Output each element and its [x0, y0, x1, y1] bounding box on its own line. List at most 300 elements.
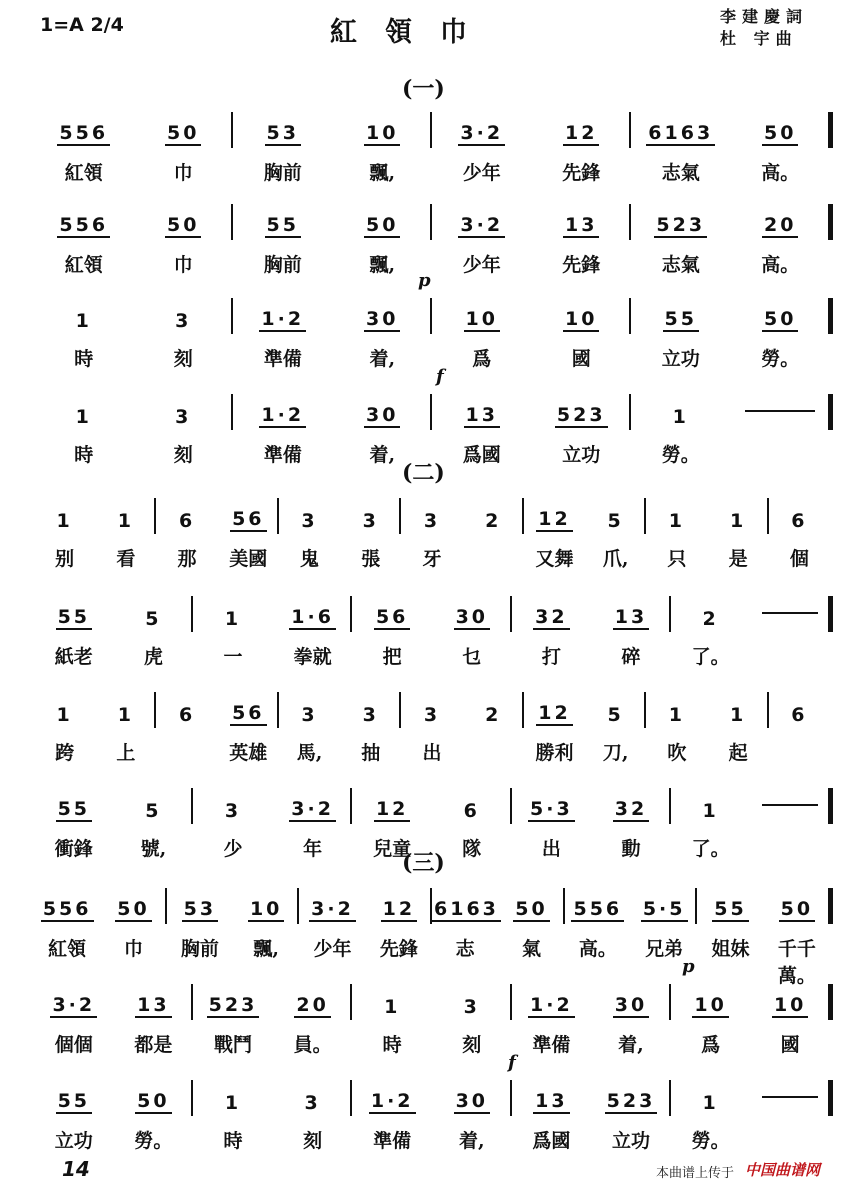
note-group: 5: [145, 608, 162, 630]
note-group: 50: [137, 1090, 170, 1112]
notation-row: [34, 594, 830, 630]
music-line: [34, 270, 830, 382]
dynamic-marking: p: [682, 956, 695, 977]
end-barline: [828, 984, 833, 1020]
note-group: 50: [764, 308, 797, 330]
music-line: [34, 786, 830, 872]
note-group: 30: [366, 404, 399, 426]
note-group: 50: [366, 214, 399, 236]
note-group: 50: [764, 122, 797, 144]
note-group: 556: [59, 214, 109, 236]
note-group: 523: [208, 994, 258, 1016]
lyric-syllable: 美國: [229, 548, 268, 570]
lyric-syllable: 準備: [532, 1034, 571, 1056]
dynamic-marking: p: [418, 270, 431, 291]
lyric-syllable: 志氣: [661, 254, 700, 276]
lyrics-row: [34, 834, 830, 862]
section-label-2: (二): [402, 460, 445, 486]
lyric-syllable: 準備: [263, 444, 302, 466]
barline: [629, 204, 631, 240]
lyric-syllable: 抽: [361, 742, 381, 764]
note-group: 1: [702, 800, 719, 822]
barline: [350, 788, 352, 824]
note-group: 55: [714, 898, 747, 920]
lyric-syllable: 少年: [313, 938, 352, 960]
barline: [669, 596, 671, 632]
sustain-dash: [745, 410, 815, 412]
note-group: 3: [224, 800, 242, 822]
barline: [430, 298, 432, 334]
notation-row: [34, 296, 830, 332]
notation-row: [34, 110, 830, 146]
note-group: 5: [607, 510, 624, 532]
barline: [644, 692, 646, 728]
notation-row: [34, 690, 830, 726]
lyric-syllable: 着,: [618, 1034, 644, 1056]
lyric-syllable: 乜: [462, 646, 482, 668]
note-group: 3·2: [460, 122, 504, 144]
lyric-syllable: 時: [223, 1130, 243, 1152]
dynamic-marking: f: [436, 366, 444, 387]
note-group: 10: [694, 994, 727, 1016]
note-group: 1: [56, 704, 73, 726]
lyric-syllable: 張: [361, 548, 381, 570]
barline: [430, 394, 432, 430]
lyric-syllable: 準備: [373, 1130, 412, 1152]
lyric-syllable: 時: [382, 1034, 402, 1056]
lyric-syllable: 又舞: [535, 548, 574, 570]
lyric-syllable: 個: [789, 548, 809, 570]
lyric-syllable: 上: [116, 742, 136, 764]
lyric-syllable: 巾: [123, 938, 143, 960]
lyric-syllable: 了。: [691, 838, 730, 860]
lyrics-row: [34, 934, 830, 987]
note-group: 10: [465, 308, 498, 330]
note-group: 3·2: [311, 898, 354, 920]
barline: [430, 888, 432, 924]
note-group: 1·2: [370, 1090, 414, 1112]
upload-note: 本曲谱上传于: [656, 1166, 735, 1181]
lyric-syllable: 胸前: [180, 938, 219, 960]
note-group: 10: [565, 308, 598, 330]
note-group: 1: [224, 608, 242, 630]
barline: [522, 498, 524, 534]
music-line: [34, 110, 830, 196]
lyric-syllable: 虎: [143, 646, 163, 668]
lyric-syllable: 了。: [691, 646, 730, 668]
note-group: 1·2: [261, 308, 305, 330]
lyric-syllable: 勞。: [661, 444, 700, 466]
note-group: 55: [664, 308, 697, 330]
lyric-syllable: 志: [455, 938, 475, 960]
note-group: 3·2: [52, 994, 96, 1016]
credits: [720, 6, 808, 50]
barline: [629, 394, 631, 430]
lyric-syllable: 爪,: [602, 548, 629, 570]
barline: [191, 788, 193, 824]
lyric-syllable: 少年: [462, 254, 501, 276]
end-barline: [828, 394, 833, 430]
barline: [350, 984, 352, 1020]
lyric-syllable: 馬,: [296, 742, 323, 764]
note-group: 13: [614, 606, 648, 628]
lyric-syllable: 高。: [578, 938, 617, 960]
lyric-syllable: 吹: [667, 742, 687, 764]
composer-credit: 杜 宇曲: [720, 29, 798, 48]
note-group: 32: [535, 606, 568, 628]
note-group: 20: [764, 214, 797, 236]
note-group: 1: [730, 510, 747, 532]
barline: [510, 1080, 512, 1116]
note-group: 5: [607, 704, 624, 726]
lyric-syllable: 立功: [54, 1130, 93, 1152]
barline: [510, 788, 512, 824]
barline: [399, 498, 401, 534]
barline: [154, 498, 156, 534]
lyric-syllable: 出: [422, 742, 442, 764]
lyric-syllable: 刻: [303, 1130, 323, 1152]
note-group: 30: [455, 606, 489, 628]
lyric-syllable: 刻: [173, 444, 193, 466]
lyric-syllable: 個個: [54, 1034, 93, 1056]
sustain-dash: [762, 804, 818, 806]
note-group: 55: [57, 1090, 91, 1112]
note-group: 1: [75, 406, 92, 428]
lyric-syllable: 勞。: [134, 1130, 173, 1152]
lyric-syllable: 那: [177, 548, 197, 570]
lyric-syllable: 牙: [422, 548, 442, 570]
note-group: 50: [167, 122, 200, 144]
music-line: [34, 202, 830, 288]
note-group: 3: [463, 996, 480, 1018]
note-group: 1: [224, 1092, 242, 1114]
lyricist-credit: 李建慶詞: [720, 7, 809, 26]
lyrics-row: [34, 158, 830, 186]
lyric-syllable: 勝利: [535, 742, 574, 764]
barline: [350, 596, 352, 632]
note-group: 523: [656, 214, 706, 236]
note-group: 2: [485, 704, 502, 726]
note-group: 3: [301, 510, 318, 532]
barline: [297, 888, 299, 924]
note-group: 50: [167, 214, 200, 236]
barline: [629, 298, 631, 334]
section-label-3: (三): [402, 850, 445, 876]
lyric-syllable: 紙老: [54, 646, 93, 668]
lyric-syllable: 國: [571, 348, 591, 370]
note-group: 556: [42, 898, 92, 920]
note-group: 1: [668, 510, 686, 532]
barline: [191, 984, 193, 1020]
note-group: 6: [463, 800, 480, 822]
lyric-syllable: 是: [728, 548, 748, 570]
barline: [430, 204, 432, 240]
music-line: [34, 1052, 830, 1164]
song-title: 紅領巾: [330, 17, 495, 48]
lyric-syllable: 英雄: [229, 742, 268, 764]
lyric-syllable: 爲國: [462, 444, 501, 466]
lyric-syllable: 戰鬥: [213, 1034, 252, 1056]
barline: [695, 888, 697, 924]
lyric-syllable: 先鋒: [379, 938, 418, 960]
barline: [399, 692, 401, 728]
lyric-syllable: 飄,: [369, 254, 396, 276]
lyrics-row: [34, 250, 830, 278]
sustain-dash: [762, 612, 818, 614]
note-group: 10: [249, 898, 283, 920]
lyric-syllable: 姐妹: [711, 938, 750, 960]
note-group: 13: [535, 1090, 568, 1112]
note-group: 30: [366, 308, 399, 330]
barline: [669, 984, 671, 1020]
note-group: 53: [266, 122, 299, 144]
lyric-syllable: 立功: [611, 1130, 650, 1152]
lyric-syllable: 時: [74, 444, 94, 466]
barline: [644, 498, 646, 534]
lyric-syllable: 一: [223, 646, 243, 668]
barline: [629, 112, 631, 148]
end-barline: [828, 298, 833, 334]
note-group: 523: [606, 1090, 656, 1112]
notation-row: [34, 202, 830, 238]
lyric-syllable: 少: [223, 838, 243, 860]
lyric-syllable: 兄弟: [645, 938, 684, 960]
music-line: [34, 886, 830, 987]
barline: [231, 112, 233, 148]
note-group: 1·2: [530, 994, 573, 1016]
barline: [231, 394, 233, 430]
barline: [165, 888, 167, 924]
lyric-syllable: 刀,: [602, 742, 629, 764]
barline: [510, 984, 512, 1020]
note-group: 6: [178, 704, 196, 726]
lyrics-row: [34, 738, 830, 766]
lyric-syllable: 紅領: [48, 938, 87, 960]
note-group: 1: [702, 1092, 719, 1114]
note-group: 56: [375, 606, 409, 628]
barline: [669, 1080, 671, 1116]
lyric-syllable: 着,: [369, 444, 396, 466]
note-group: 55: [266, 214, 299, 236]
notation-row: [34, 982, 830, 1018]
barline: [191, 596, 193, 632]
notation-row: [34, 1078, 830, 1114]
site-logo: 中国曲谱网: [745, 1161, 821, 1179]
end-barline: [828, 596, 833, 632]
lyric-syllable: 打: [541, 646, 561, 668]
lyric-syllable: 紅領: [64, 162, 103, 184]
note-group: 32: [614, 798, 648, 820]
note-group: 3: [362, 704, 379, 726]
barline: [522, 692, 524, 728]
lyric-syllable: 國: [780, 1034, 800, 1056]
note-group: 6163: [434, 898, 499, 920]
barline: [154, 692, 156, 728]
lyric-syllable: 胸前: [263, 254, 302, 276]
barline: [191, 1080, 193, 1116]
lyric-syllable: 立功: [562, 444, 601, 466]
note-group: 30: [614, 994, 648, 1016]
barline: [277, 498, 279, 534]
lyric-syllable: 刻: [462, 1034, 482, 1056]
page-number: 14: [62, 1157, 90, 1181]
note-group: 6163: [648, 122, 714, 144]
lyric-syllable: 着,: [458, 1130, 485, 1152]
section-label-1: (一): [402, 76, 445, 102]
lyric-syllable: 爲: [701, 1034, 721, 1056]
lyric-syllable: 紅領: [64, 254, 103, 276]
note-group: 556: [573, 898, 623, 920]
note-group: 5·3: [530, 798, 573, 820]
lyric-syllable: 胸前: [263, 162, 302, 184]
notation-row: [34, 392, 830, 428]
lyric-syllable: 出: [541, 838, 561, 860]
barline: [231, 298, 233, 334]
note-group: 3: [423, 510, 441, 532]
note-group: 55: [57, 798, 91, 820]
note-group: 53: [183, 898, 217, 920]
end-barline: [828, 112, 833, 148]
note-group: 5: [145, 800, 162, 822]
note-group: 5·5: [642, 898, 686, 920]
note-group: 55: [57, 606, 91, 628]
note-group: 523: [556, 404, 606, 426]
lyric-syllable: 勞。: [761, 348, 800, 370]
lyric-syllable: 高。: [761, 162, 800, 184]
lyric-syllable: 氣: [521, 938, 541, 960]
key-signature: 1=A 2/4: [40, 14, 124, 36]
note-group: 3: [362, 510, 379, 532]
lyric-syllable: 立功: [661, 348, 700, 370]
note-group: 6: [791, 704, 808, 726]
lyric-syllable: 跨: [55, 742, 75, 764]
lyric-syllable: 只: [667, 548, 687, 570]
end-barline: [828, 1080, 833, 1116]
lyric-syllable: 志氣: [661, 162, 700, 184]
music-line: [34, 496, 830, 582]
lyric-syllable: 少年: [462, 162, 501, 184]
note-group: 10: [773, 994, 807, 1016]
lyric-syllable: 時: [74, 348, 94, 370]
barline: [767, 692, 769, 728]
note-group: 1: [117, 510, 134, 532]
note-group: 3·2: [460, 214, 504, 236]
lyric-syllable: 爲: [472, 348, 492, 370]
note-group: 1·2: [261, 404, 305, 426]
lyrics-row: [34, 344, 830, 372]
dynamic-marking: f: [508, 1052, 516, 1073]
note-group: 556: [59, 122, 109, 144]
note-group: 3: [175, 406, 192, 428]
sustain-dash: [762, 1096, 818, 1098]
note-group: 3: [175, 310, 192, 332]
lyric-syllable: 先鋒: [562, 162, 601, 184]
lyric-syllable: 起: [728, 742, 748, 764]
lyric-syllable: 年: [303, 838, 323, 860]
lyric-syllable: 隊: [462, 838, 482, 860]
lyric-syllable: 巾: [173, 162, 193, 184]
lyric-syllable: 高。: [761, 254, 800, 276]
note-group: 1: [117, 704, 134, 726]
note-group: 1: [384, 996, 401, 1018]
note-group: 1: [668, 704, 686, 726]
note-group: 6: [178, 510, 196, 532]
lyrics-row: [34, 1126, 830, 1154]
lyric-syllable: 飄,: [253, 938, 279, 960]
lyric-syllable: 準備: [263, 348, 302, 370]
lyric-syllable: 千千萬。: [777, 938, 816, 987]
music-line: [34, 690, 830, 776]
note-group: 50: [515, 898, 548, 920]
lyrics-row: [34, 544, 830, 572]
lyric-syllable: 鬼: [300, 548, 320, 570]
lyrics-row: [34, 642, 830, 670]
note-group: 12: [375, 798, 409, 820]
end-barline: [828, 204, 833, 240]
barline: [277, 692, 279, 728]
note-group: 13: [465, 404, 498, 426]
note-group: 6: [791, 510, 808, 532]
notation-row: [34, 496, 830, 532]
note-group: 56: [232, 508, 265, 530]
note-group: 30: [455, 1090, 489, 1112]
barline: [669, 788, 671, 824]
lyric-syllable: 飄,: [369, 162, 396, 184]
note-group: 3: [304, 1092, 321, 1114]
note-group: 56: [232, 702, 265, 724]
lyric-syllable: 着,: [369, 348, 396, 370]
note-group: 20: [296, 994, 329, 1016]
lyric-syllable: 勞。: [691, 1130, 730, 1152]
note-group: 2: [702, 608, 719, 630]
music-line: [34, 594, 830, 680]
note-group: 10: [366, 122, 399, 144]
lyric-syllable: 巾: [173, 254, 193, 276]
note-group: 12: [538, 702, 571, 724]
end-barline: [828, 888, 833, 924]
note-group: 1: [730, 704, 747, 726]
note-group: 50: [780, 898, 814, 920]
lyric-syllable: 拳就: [293, 646, 332, 668]
notation-row: [34, 786, 830, 822]
lyric-syllable: 把: [382, 646, 402, 668]
note-group: 13: [137, 994, 170, 1016]
note-group: 1: [56, 510, 73, 532]
note-group: 3·2: [291, 798, 334, 820]
lyric-syllable: 别: [55, 548, 75, 570]
end-barline: [828, 788, 833, 824]
lyric-syllable: 先鋒: [562, 254, 601, 276]
lyrics-row: [34, 1030, 830, 1058]
note-group: 12: [538, 508, 571, 530]
lyric-syllable: 碎: [621, 646, 641, 668]
lyric-syllable: 衝鋒: [54, 838, 93, 860]
note-group: 3: [301, 704, 318, 726]
lyrics-row: [34, 440, 830, 468]
barline: [231, 204, 233, 240]
note-group: 12: [565, 122, 598, 144]
lyric-syllable: 兒童: [373, 838, 412, 860]
barline: [767, 498, 769, 534]
lyric-syllable: 員。: [293, 1034, 332, 1056]
lyric-syllable: 都是: [134, 1034, 173, 1056]
note-group: 2: [485, 510, 502, 532]
lyric-syllable: 號,: [140, 838, 167, 860]
barline: [563, 888, 565, 924]
note-group: 50: [117, 898, 150, 920]
note-group: 1·6: [291, 606, 334, 628]
lyric-syllable: 看: [116, 548, 136, 570]
